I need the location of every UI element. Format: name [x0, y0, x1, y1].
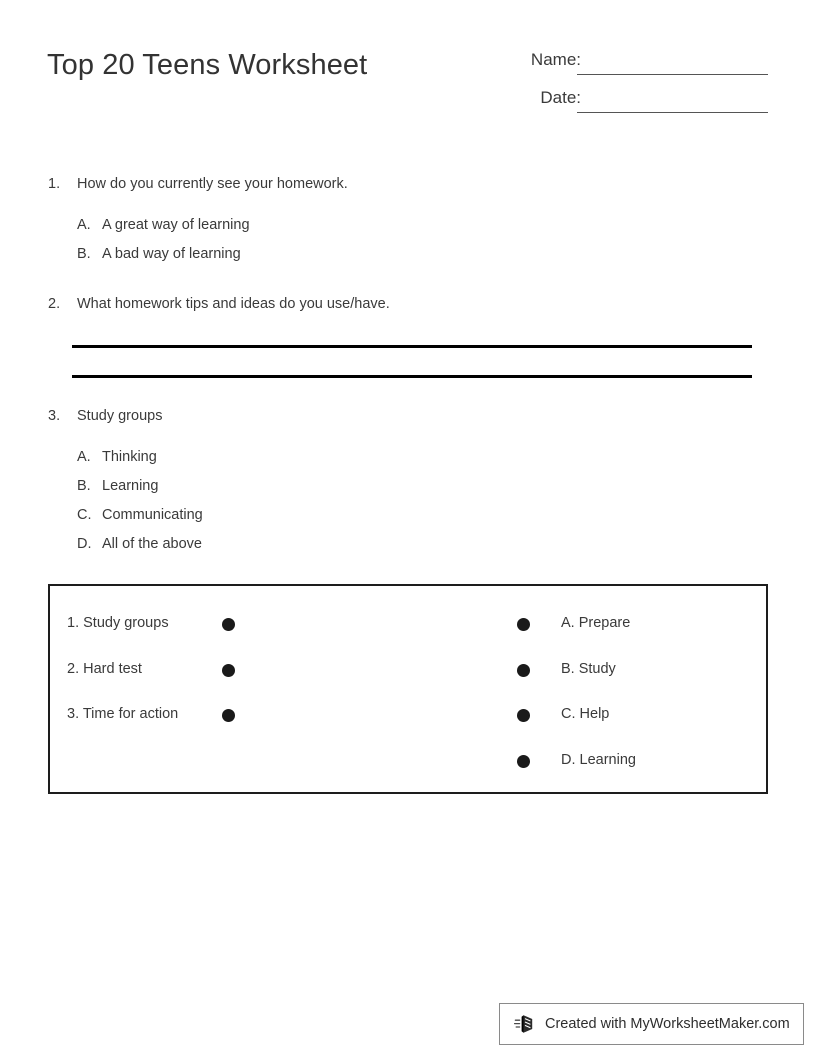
matching-right-label: B. Study	[561, 661, 616, 677]
question-3	[48, 408, 768, 565]
option-letter: B.	[77, 246, 91, 262]
question-3-options	[48, 449, 768, 565]
question-1-option-a[interactable]	[48, 217, 768, 246]
name-field-label: Name:	[530, 50, 581, 69]
matching-left-label: 2. Hard test	[67, 661, 142, 677]
worksheet-maker-badge[interactable]	[499, 1003, 804, 1045]
option-text: Learning	[102, 478, 159, 494]
question-3-option-a[interactable]	[48, 449, 768, 478]
matching-right-column	[506, 586, 766, 792]
question-1-text: How do you currently see your homework.	[77, 176, 348, 192]
name-field-row	[500, 50, 780, 88]
question-3-number: 3.	[48, 408, 61, 424]
question-2-prompt	[48, 296, 768, 316]
matching-right-item-d[interactable]	[506, 752, 766, 772]
badge-label: Created with MyWorksheetMaker.com	[545, 1016, 790, 1032]
matching-right-item-a[interactable]	[506, 615, 766, 635]
question-3-option-c[interactable]	[48, 507, 768, 536]
matching-dot[interactable]	[517, 618, 530, 631]
matching-dot[interactable]	[222, 618, 235, 631]
worksheet-maker-logo-icon	[514, 1013, 536, 1035]
matching-dot[interactable]	[517, 664, 530, 677]
matching-left-label: 1. Study groups	[67, 615, 169, 631]
matching-dot[interactable]	[222, 664, 235, 677]
option-letter: B.	[77, 478, 91, 494]
matching-dot[interactable]	[517, 709, 530, 722]
answer-line[interactable]	[72, 375, 752, 378]
option-text: Communicating	[102, 507, 203, 523]
date-write-in-line[interactable]	[577, 112, 768, 113]
option-text: A bad way of learning	[102, 246, 241, 262]
matching-dot[interactable]	[222, 709, 235, 722]
matching-right-item-c[interactable]	[506, 706, 766, 726]
matching-left-column	[50, 586, 410, 792]
worksheet-header	[0, 0, 816, 140]
matching-left-label: 3. Time for action	[67, 706, 179, 722]
name-write-in-line[interactable]	[577, 74, 768, 75]
option-letter: A.	[77, 217, 91, 233]
question-1-number: 1.	[48, 176, 61, 192]
date-field-row	[500, 88, 780, 126]
question-1-options	[48, 217, 768, 275]
question-1	[48, 176, 768, 275]
answer-line[interactable]	[72, 345, 752, 348]
option-text: All of the above	[102, 536, 202, 552]
option-letter: C.	[77, 507, 92, 523]
question-3-prompt	[48, 408, 768, 428]
matching-left-item-2[interactable]	[50, 661, 410, 681]
option-text: A great way of learning	[102, 217, 250, 233]
matching-right-label: A. Prepare	[561, 615, 631, 631]
matching-right-label: C. Help	[561, 706, 610, 722]
option-letter: A.	[77, 449, 91, 465]
question-2	[48, 296, 768, 316]
question-2-text: What homework tips and ideas do you use/have.	[77, 296, 390, 312]
question-2-number: 2.	[48, 296, 61, 312]
option-letter: D.	[77, 536, 92, 552]
matching-left-item-3[interactable]	[50, 706, 410, 726]
matching-right-label: D. Learning	[561, 752, 636, 768]
question-1-option-b[interactable]	[48, 246, 768, 275]
student-info-fields	[500, 50, 780, 126]
page-title: Top 20 Teens Worksheet	[47, 49, 368, 81]
question-3-option-d[interactable]	[48, 536, 768, 565]
question-3-option-b[interactable]	[48, 478, 768, 507]
matching-left-item-1[interactable]	[50, 615, 410, 635]
option-text: Thinking	[102, 449, 157, 465]
question-1-prompt	[48, 176, 768, 196]
matching-exercise-box	[48, 584, 768, 794]
badge-content	[500, 1004, 803, 1044]
date-field-label: Date:	[540, 88, 581, 107]
matching-right-item-b[interactable]	[506, 661, 766, 681]
question-3-text: Study groups	[77, 408, 163, 424]
matching-dot[interactable]	[517, 755, 530, 768]
question-2-answer-area[interactable]	[72, 345, 752, 405]
